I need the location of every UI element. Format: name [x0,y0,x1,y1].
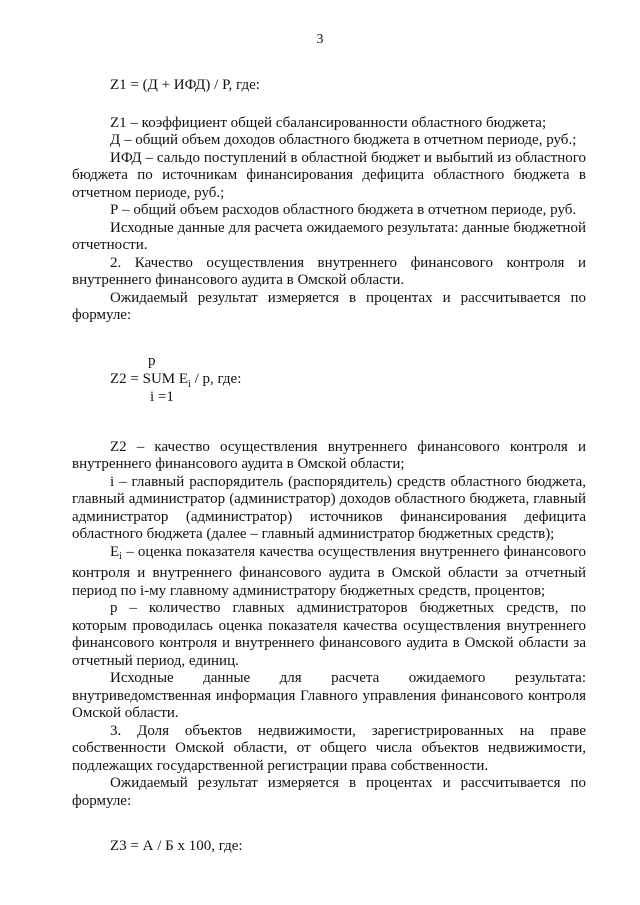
source-data-1: Исходные данные для расчета ожидаемого результата: данные бюджетной отчетности. [72,219,586,253]
item-2-heading: 2. Качество осуществления внутреннего финансового контроля и внутреннего финансового аудита в Омской области. [72,254,586,288]
z2-definition: Z2 – качество осуществления внутреннего финансового контроля и внутреннего финансового аудита в Омской области; [72,438,586,472]
document-body [72,77,586,856]
d-definition: Д – общий объем доходов областного бюджета в отчетном периоде, руб.; [110,132,577,148]
ifd-definition: ИФД – сальдо поступлений в областной бюджет и выбытий из областного бюджета по источникам финансирования дефицита областного бюджета в отчетном периоде, руб.; [72,149,586,201]
ei-text: – оценка показателя качества осуществления внутреннего финансового контроля и внутреннего финансового аудита в Омской области за отчетный период по i-му главному администратору бюджетных средств, процентов; [72,543,586,599]
z1-definition: Z1 – коэффициент общей сбалансированности областного бюджета; [110,114,547,131]
formula-z3: Z3 = А / Б х 100, где: [110,838,243,854]
page-number: 3 [316,32,324,47]
r-definition: Р – общий объем расходов областного бюджета в отчетном периоде, руб. [110,202,577,218]
sum-expression-tail: / p, где: [190,370,242,387]
sum-expression [110,371,241,394]
i-definition: i – главный распорядитель (распорядитель) средств областного бюджета, главный администратор (администратор) доходов областного бюджета, главный администратор (администратор) источников финансирования дефицита областного бюджета (далее – главный администратор бюджетных средств); [72,473,586,542]
ei-symbol: E [110,543,120,560]
sum-lower-limit: i =1 [150,388,174,405]
formula-z2 [72,353,586,411]
ei-definition [72,544,586,601]
sum-upper-limit: p [148,352,156,369]
measure-text-3: Ожидаемый результат измеряется в процентах и рассчитывается по формуле: [72,775,586,809]
p-definition: p – количество главных администраторов бюджетных средств, по которым проводилась оценка показателя качества осуществления внутреннего финансового контроля и внутреннего финансового аудита в Омской области за отчетный период, единиц. [72,600,586,669]
sum-expression-subscript: i [188,378,191,390]
sum-expression-main: Z2 = SUM E [110,370,189,387]
source-data-2: Исходные данные для расчета ожидаемого результата: внутриведомственная информация Главного управления финансового контроля Омской области. [72,670,586,721]
measure-text-2: Ожидаемый результат измеряется в процентах и рассчитывается по формуле: [72,289,586,323]
ei-subscript: i [119,550,122,562]
item-3-heading: 3. Доля объектов недвижимости, зарегистрированных на праве собственности Омской области, от общего числа объектов недвижимости, подлежащих государственной регистрации права собственности. [72,722,586,774]
formula-z1: Z1 = (Д + ИФД) / Р, где: [110,77,260,93]
